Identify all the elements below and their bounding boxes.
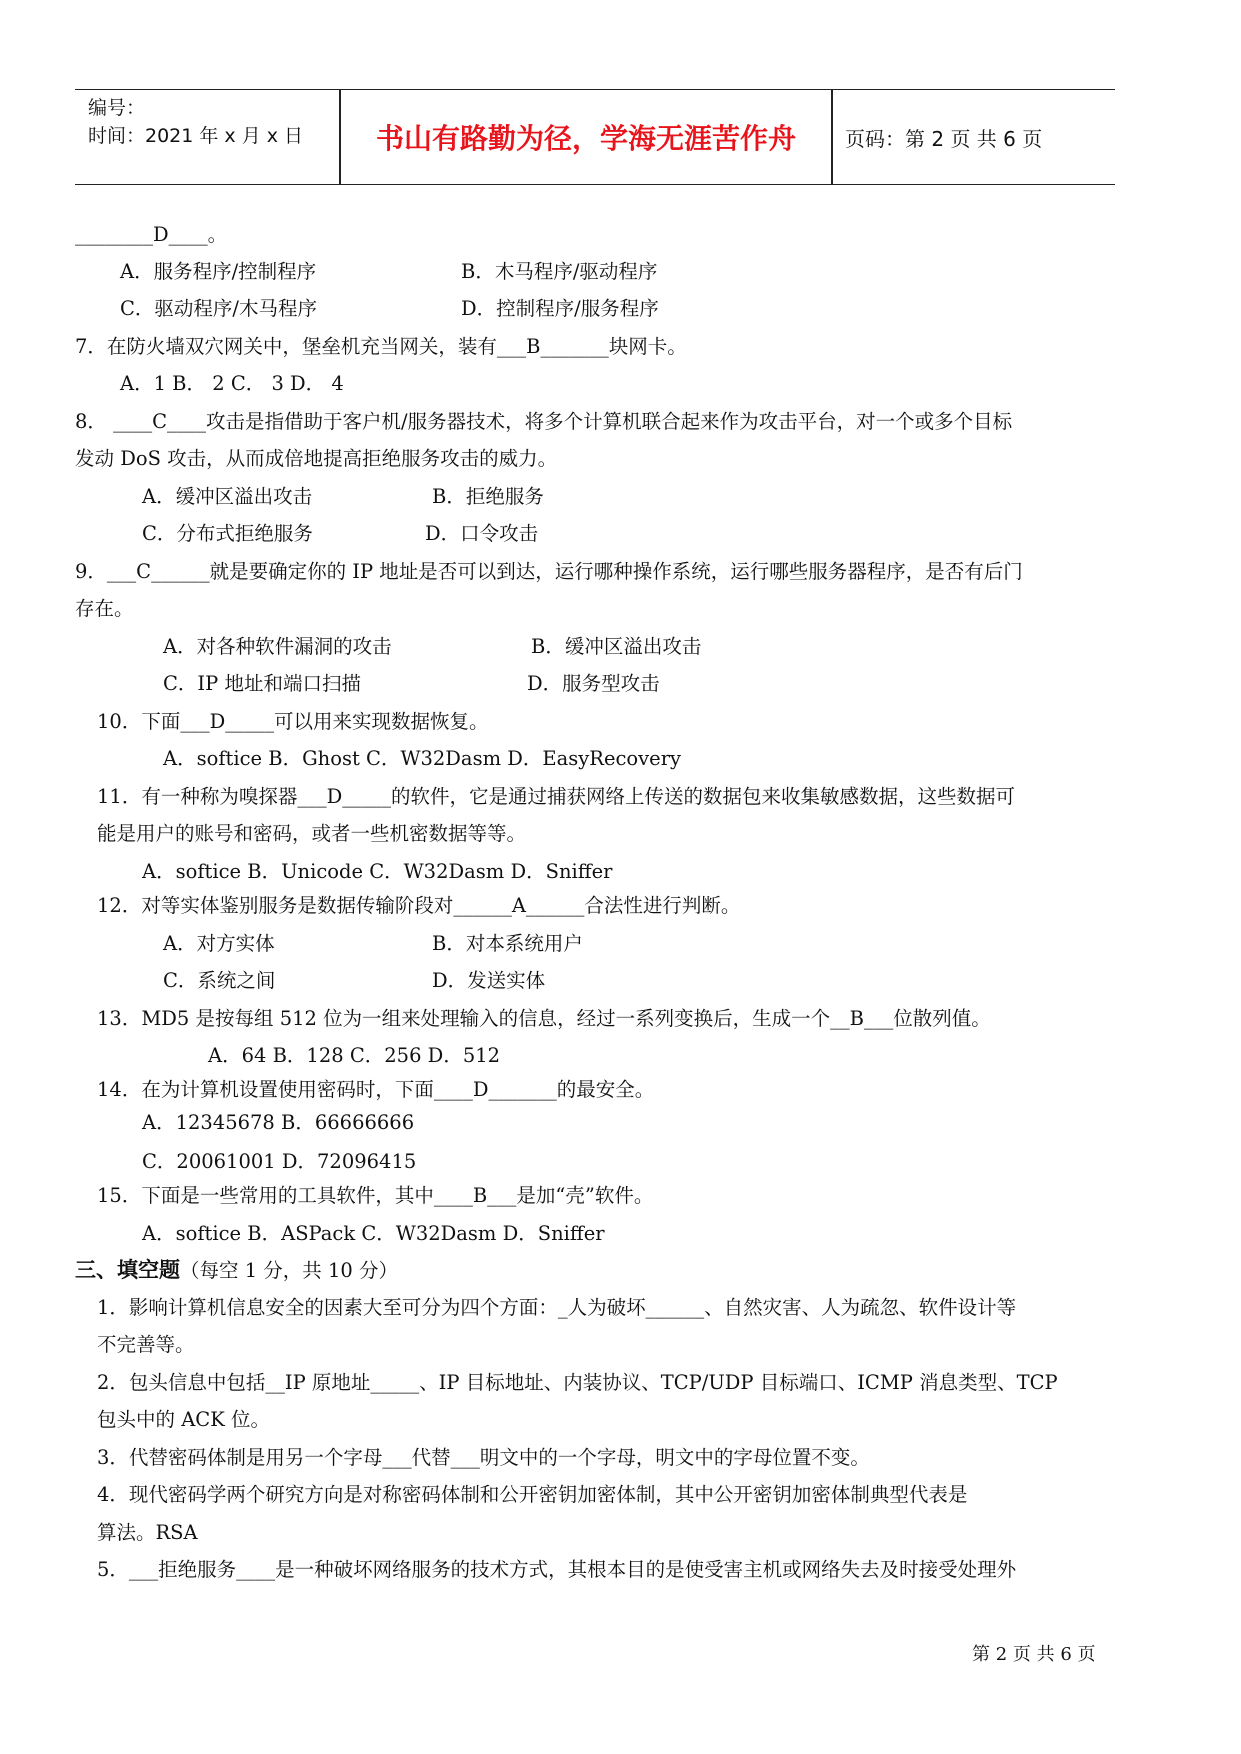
section-title: 三、填空题 — [75, 1258, 180, 1282]
text-line: A．对方实体 — [163, 932, 275, 955]
section-heading — [75, 1257, 398, 1284]
header-motto: 书山有路勤为径，学海无涯苦作舟 — [375, 122, 796, 155]
text-line: B．缓冲区溢出攻击 — [531, 635, 702, 658]
text-line: 算法。RSA — [97, 1521, 198, 1544]
text-line: A．64 B．128 C．256 D．512 — [208, 1044, 501, 1067]
text-line: B．拒绝服务 — [432, 485, 544, 508]
text-line: D．控制程序/服务程序 — [461, 297, 659, 320]
text-line: C．分布式拒绝服务 — [142, 522, 313, 545]
header-page-label: 页码：第 2 页 共 6 页 — [845, 126, 1043, 151]
text-line: A．softice B．Unicode C．W32Dasm D．Sniffer — [142, 860, 613, 883]
text-line: 不完善等。 — [97, 1333, 195, 1356]
text-line: 9．___C______就是要确定你的 IP 地址是否可以到达，运行哪种操作系统，运行哪些服务器程序，是否有后门 — [75, 560, 1023, 583]
text-line: 10．下面___D_____可以用来实现数据恢复。 — [97, 710, 489, 733]
page-header — [75, 89, 1115, 185]
text-line: A．缓冲区溢出攻击 — [142, 485, 313, 508]
text-line: 5．___拒绝服务____是一种破坏网络服务的技术方式，其根本目的是使受害主机或网络失去及时接受处理外 — [97, 1558, 1017, 1581]
number-label: 编号： — [88, 97, 146, 119]
text-line: A．12345678 B．66666666 — [142, 1111, 415, 1134]
header-divider — [831, 90, 833, 184]
text-line: 15．下面是一些常用的工具软件，其中____B___是加“壳”软件。 — [97, 1184, 654, 1207]
text-line: A．服务程序/控制程序 — [120, 260, 317, 283]
text-line: 12．对等实体鉴别服务是数据传输阶段对______A______合法性进行判断。 — [97, 894, 741, 917]
text-line: 7．在防火墙双穴网关中，堡垒机充当网关，装有___B_______块网卡。 — [75, 335, 687, 358]
text-line: C．系统之间 — [163, 969, 276, 992]
section-note: （每空 1 分，共 10 分） — [180, 1259, 399, 1282]
text-line: 包头中的 ACK 位。 — [97, 1408, 270, 1431]
text-line: C．驱动程序/木马程序 — [120, 297, 317, 320]
text-line: 存在。 — [75, 597, 134, 620]
text-line: 13．MD5 是按每组 512 位为一组来处理输入的信息，经过一系列变换后，生成一个__B___位散列值。 — [97, 1007, 991, 1030]
text-line: C．IP 地址和端口扫描 — [163, 672, 361, 695]
text-line: 能是用户的账号和密码，或者一些机密数据等等。 — [97, 822, 527, 845]
text-line: A．softice B．Ghost C．W32Dasm D．EasyRecovery — [163, 747, 682, 770]
text-line: A．对各种软件漏洞的攻击 — [163, 635, 392, 658]
text-line: 1．影响计算机信息安全的因素大至可分为四个方面：_人为破坏______、自然灾害、人为疏忽、软件设计等 — [97, 1296, 1017, 1319]
text-line: C．20061001 D．72096415 — [142, 1150, 417, 1173]
text-line: A．softice B．ASPack C．W32Dasm D．Sniffer — [142, 1222, 605, 1245]
text-line: D．口令攻击 — [425, 522, 539, 545]
text-line: 发动 DoS 攻击，从而成倍地提高拒绝服务攻击的威力。 — [75, 447, 558, 470]
text-line: 14．在为计算机设置使用密码时，下面____D_______的最安全。 — [97, 1078, 655, 1101]
header-meta — [88, 94, 303, 150]
text-line: 2．包头信息中包括__IP 原地址_____、IP 目标地址、内装协议、TCP/UDP 目标端口、ICMP 消息类型、TCP — [97, 1371, 1058, 1394]
text-line: 8． ____C____攻击是指借助于客户机/服务器技术，将多个计算机联合起来作为攻击平台，对一个或多个目标 — [75, 410, 1013, 433]
text-line: 3．代替密码体制是用另一个字母___代替___明文中的一个字母，明文中的字母位置不变。 — [97, 1446, 870, 1469]
text-line: ________D____。 — [75, 223, 228, 246]
text-line: D．发送实体 — [432, 969, 546, 992]
text-line: B．对本系统用户 — [432, 932, 583, 955]
text-line: B．木马程序/驱动程序 — [461, 260, 658, 283]
text-line: A．1 B． 2 C． 3 D． 4 — [120, 372, 344, 395]
time-label: 时间：2021 年 x 月 x 日 — [88, 125, 304, 147]
text-line: 11．有一种称为嗅探器___D_____的软件，它是通过捕获网络上传送的数据包来收集敏感数据，这些数据可 — [97, 785, 1015, 808]
page-footer: 第 2 页 共 6 页 — [972, 1644, 1096, 1665]
text-line: 4．现代密码学两个研究方向是对称密码体制和公开密钥加密体制，其中公开密钥加密体制典型代表是 — [97, 1483, 968, 1506]
text-line: D．服务型攻击 — [527, 672, 660, 695]
